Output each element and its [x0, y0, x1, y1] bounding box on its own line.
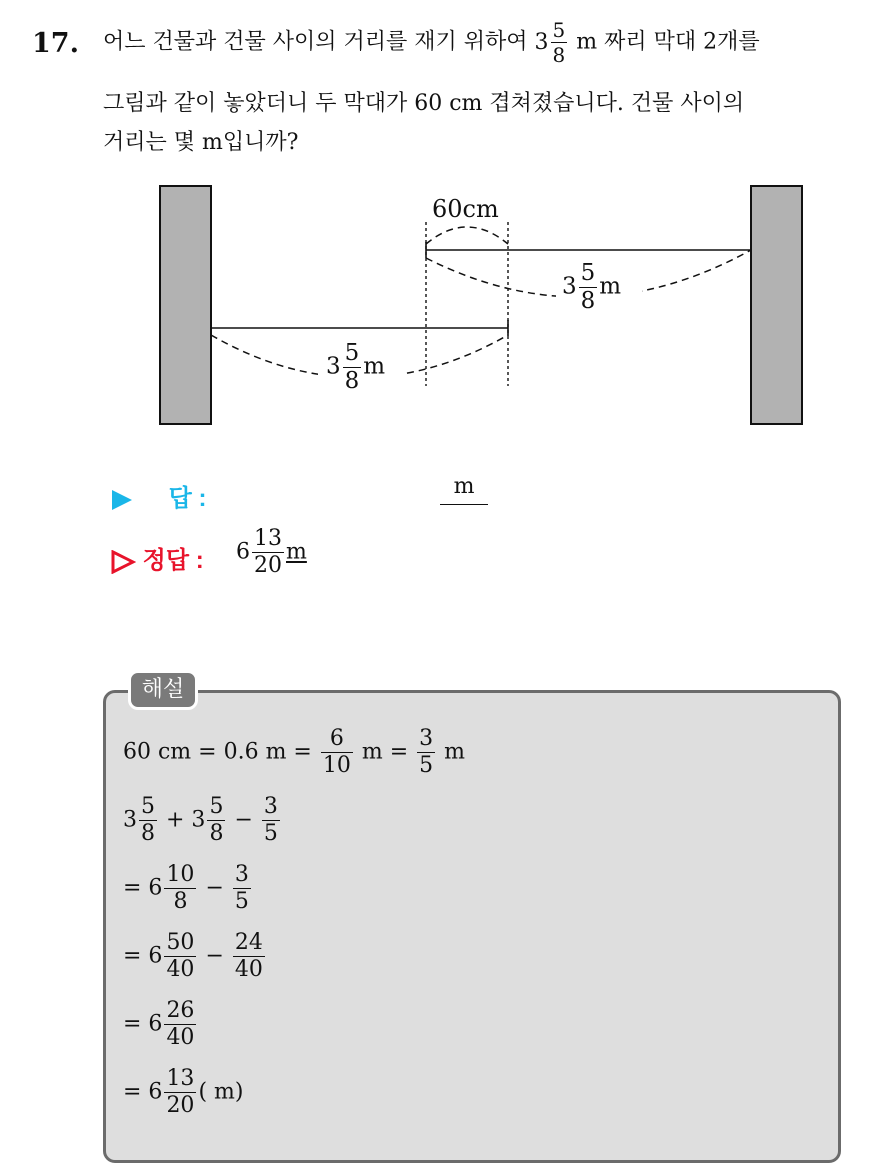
- solution-line-1: 60 cm = 0.6 m = $\frac{6}{10}$ m = $\frac{3}{5}$ m: [123, 726, 466, 778]
- solution-line-2: 3 $\frac{5}{8}$ + 3 $\frac{5}{8}$ − $\frac{3}{5}$: [123, 794, 278, 846]
- correct-answer-row: [110, 540, 204, 575]
- solution-line-5: = 6 $\frac{26}{40}$: [123, 998, 195, 1050]
- correct-answer-label: 정답 :: [142, 547, 204, 574]
- question-line-2: 그림과 같이 놓았더니 두 막대가 60 cm 겹쳐졌습니다. 건물 사이의: [103, 91, 745, 116]
- overlap-arc: [426, 227, 508, 244]
- answer-label: 답 :: [168, 485, 207, 512]
- question-line-3: 거리는 몇 m입니까?: [103, 130, 299, 155]
- right-building: [751, 186, 802, 424]
- answer-row: [110, 478, 207, 513]
- question-number: 17.: [32, 28, 79, 59]
- answer-blank[interactable]: m: [440, 474, 488, 505]
- overlap-label: 60cm: [432, 195, 499, 223]
- play-arrow-icon: [110, 489, 134, 511]
- stick-length-fraction: $\frac{5}{8}$: [552, 18, 566, 67]
- solution-tab: 해설: [128, 670, 198, 710]
- outline-play-arrow-icon: [110, 550, 136, 574]
- question-line-1-tail: m 짜리 막대 2개를: [576, 29, 760, 55]
- left-building: [160, 186, 211, 424]
- correct-answer-value: 6 $\frac{13}{20}$ m: [236, 526, 307, 578]
- solution-line-3: = 6 $\frac{10}{8}$ − $\frac{3}{5}$: [123, 862, 249, 914]
- solution-line-6: = 6 $\frac{13}{20}$ ( m): [123, 1066, 244, 1118]
- lower-stick-label: 3 $\frac{5}{8}$ m: [326, 340, 386, 394]
- stick-length-mixed-number: 3 $\frac{5}{8}$: [534, 18, 566, 67]
- question-line-1-text: 어느 건물과 건물 사이의 거리를 재기 위하여: [103, 29, 528, 55]
- solution-line-4: = 6 $\frac{50}{40}$ − $\frac{24}{40}$: [123, 930, 263, 982]
- upper-stick-label: 3 $\frac{5}{8}$ m: [562, 260, 622, 314]
